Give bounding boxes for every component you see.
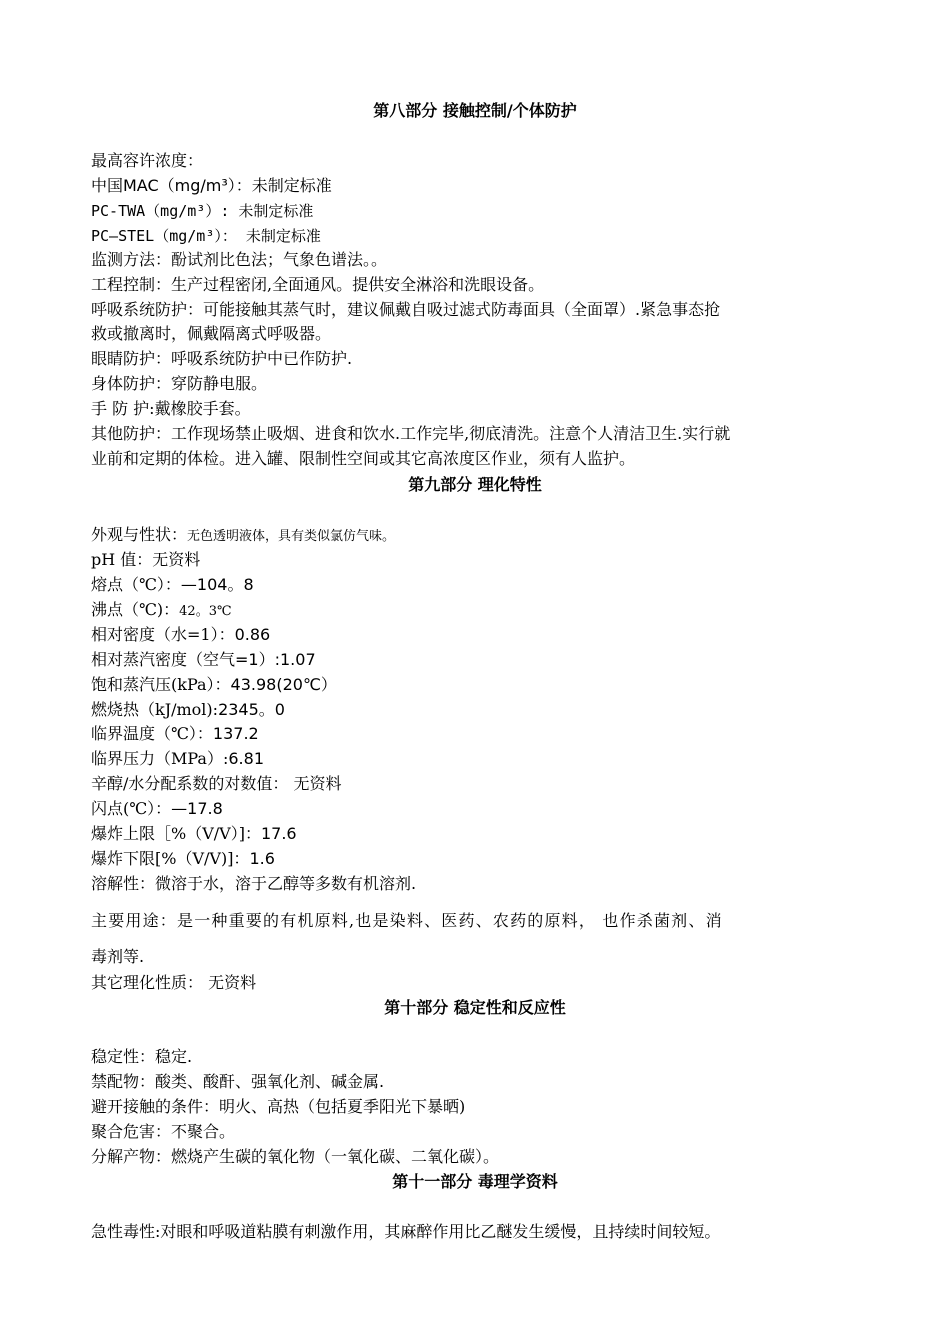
- combustion-label: 燃烧热（kJ/mol):: [91, 700, 219, 719]
- solubility: 溶解性：微溶于水，溶于乙醇等多数有机溶剂.: [91, 874, 417, 893]
- lower-value: 1.6: [249, 849, 275, 868]
- vapor-pressure-value: 43.98(20℃）: [230, 675, 337, 694]
- china-mac: 中国MAC（mg/m³）：未制定标准: [91, 176, 332, 195]
- critical-pressure-value: 6.81: [228, 749, 264, 768]
- boiling-value: 42。3℃: [179, 604, 232, 619]
- critical-temp-value: 137.2: [212, 724, 259, 743]
- vapor-density-label: 相对蒸汽密度（: [91, 650, 204, 669]
- decomposition-products: 分解产物：燃烧产生碳的氧化物（一氧化碳、二氧化碳）。: [91, 1147, 500, 1166]
- boiling-label: 沸点（℃)：: [91, 600, 180, 619]
- appearance: [91, 524, 871, 548]
- combustion-value: 2345。0: [218, 700, 285, 719]
- vapor-pressure-label: 饱和蒸汽压(kPa）：: [91, 675, 231, 694]
- melting-point: [91, 574, 871, 596]
- critical-temp-label: 临界温度（℃）：: [91, 724, 213, 743]
- upper-value: 17.6: [260, 824, 297, 843]
- engineering-control: 工程控制：生产过程密闭,全面通风。提供安全淋浴和洗眼设备。: [91, 275, 545, 294]
- melting-value: —104。8: [180, 575, 254, 594]
- flash-label: 闪点(℃）：: [91, 799, 172, 818]
- appearance-value: 无色透明液体，具有类似氯仿气味。: [187, 529, 396, 544]
- other-protection-line1: 其他防护：工作现场禁止吸烟、进食和饮水.工作完毕,彻底清洗。注意个人清洁卫生.实行就: [91, 424, 731, 443]
- explosion-upper-limit: [91, 823, 871, 845]
- vapor-pressure: [91, 674, 871, 696]
- section8-title: 第八部分 接触控制/个体防护: [373, 101, 577, 120]
- critical-temperature: [91, 723, 871, 745]
- pc-stel: PC—STEL（mg/m³）： 未制定标准: [91, 227, 321, 245]
- explosion-lower-limit: [91, 848, 871, 870]
- other-properties: 其它理化性质： 无资料: [91, 973, 257, 992]
- stability: 稳定性：稳定.: [91, 1047, 193, 1066]
- acute-toxicity: 急性毒性:对眼和呼吸道粘膜有刺激作用，其麻醉作用比乙醚发生缓慢，且持续时间较短。: [91, 1222, 721, 1241]
- max-concentration-label: 最高容许浓度：: [91, 151, 204, 170]
- critical-pressure-label: 临界压力（MPa）:: [91, 749, 229, 768]
- pc-twa: PC-TWA（mg/m³）: 未制定标准: [91, 202, 314, 220]
- partition-coefficient: 辛醇/水分配系数的对数值： 无资料: [91, 774, 342, 793]
- section11-title: 第十一部分 毒理学资料: [392, 1172, 558, 1191]
- critical-pressure: [91, 748, 871, 770]
- appearance-label: 外观与性状：: [91, 525, 188, 544]
- melting-label: 熔点（℃）：: [91, 575, 181, 594]
- flash-value: —17.8: [171, 799, 223, 818]
- incompatible-materials: 禁配物：酸类、酸酐、强氧化剂、碱金属.: [91, 1072, 385, 1091]
- main-use-line2: 毒剂等.: [91, 947, 145, 966]
- eye-protection: 眼睛防护：呼吸系统防护中已作防护.: [91, 349, 353, 368]
- section10-title: 第十部分 稳定性和反应性: [384, 998, 566, 1017]
- ph-value: pH 值：无资料: [91, 550, 201, 569]
- flash-point: [91, 798, 871, 820]
- section9-title: 第九部分 理化特性: [408, 475, 542, 494]
- respiratory-protection-line2: 救或撤离时，佩戴隔离式呼吸器。: [91, 324, 332, 343]
- lower-label: 爆炸下限[%（V/V)]：: [91, 849, 250, 868]
- main-use-line1: 主要用途：是一种重要的有机原料,也是染料、医药、农药的原料， 也作杀菌剂、消: [91, 911, 723, 930]
- vapor-density-value: 空气=1）:1.07: [203, 650, 316, 669]
- conditions-to-avoid: 避开接触的条件：明火、高热（包括夏季阳光下暴晒): [91, 1097, 466, 1116]
- relative-density: [91, 624, 871, 646]
- combustion-heat: [91, 699, 871, 721]
- vapor-density: [91, 649, 871, 671]
- respiratory-protection-line1: 呼吸系统防护：可能接触其蒸气时，建议佩戴自吸过滤式防毒面具（全面罩）.紧急事态抢: [91, 300, 721, 319]
- polymerization-hazard: 聚合危害：不聚合。: [91, 1122, 236, 1141]
- density-value: 0.86: [234, 625, 271, 644]
- upper-label: 爆炸上限［%（V/V）]：: [91, 824, 261, 843]
- density-label: 相对密度（水=1）：: [91, 625, 235, 644]
- monitoring-method: 监测方法：酚试剂比色法；气象色谱法。。: [91, 250, 388, 269]
- boiling-point: [91, 599, 871, 623]
- hand-protection: 手 防 护:戴橡胶手套。: [91, 399, 251, 418]
- other-protection-line2: 业前和定期的体检。进入罐、限制性空间或其它高浓度区作业，须有人监护。: [91, 449, 636, 468]
- body-protection: 身体防护：穿防静电服。: [91, 374, 268, 393]
